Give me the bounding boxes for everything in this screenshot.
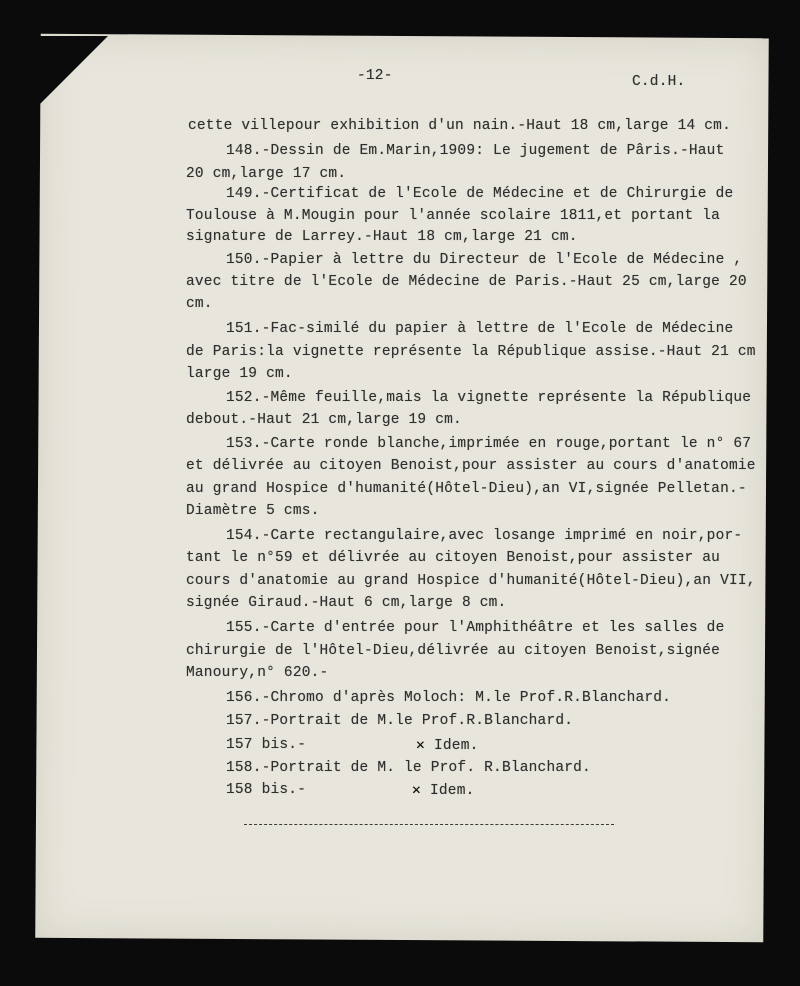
text-line: cette villepour exhibition d'un nain.-Haut 18 cm,large 14 cm. <box>188 118 731 134</box>
text-line: Toulouse à M.Mougin pour l'année scolaire 1811,et portant la <box>186 208 721 224</box>
idem-entry <box>412 782 475 799</box>
text-line: large 19 cm. <box>186 366 293 382</box>
text-line: 153.-Carte ronde blanche,imprimée en rouge,portant le n° 67 <box>226 436 752 452</box>
idem-label: Idem. <box>430 783 475 799</box>
text-line: 157 bis.- <box>226 737 307 753</box>
text-line: 148.-Dessin de Em.Marin,1909: Le jugement de Pâris.-Haut <box>226 143 725 159</box>
text-line: et délivrée au citoyen Benoist,pour assister au cours d'anatomie <box>186 458 756 474</box>
page-number: -12- <box>357 68 393 84</box>
text-line: 20 cm,large 17 cm. <box>186 166 347 182</box>
text-line: de Paris:la vignette représente la République assise.-Haut 21 cm <box>186 344 756 360</box>
idem-label: Idem. <box>434 738 479 754</box>
text-line: 154.-Carte rectangulaire,avec losange imprimé en noir,por- <box>226 528 743 544</box>
closing-dashed-rule <box>244 824 614 825</box>
text-line: chirurgie de l'Hôtel-Dieu,délivrée au citoyen Benoist,signée <box>186 643 721 659</box>
strikeout-mark: ✕ <box>416 738 425 754</box>
text-line: 156.-Chromo d'après Moloch: M.le Prof.R.Blanchard. <box>226 690 672 706</box>
text-line: 158 bis.- <box>226 782 307 798</box>
text-line: 152.-Même feuille,mais la vignette représente la République <box>226 390 752 406</box>
text-line: avec titre de l'Ecole de Médecine de Paris.-Haut 25 cm,large 20 <box>186 274 747 290</box>
text-line: 157.-Portrait de M.le Prof.R.Blanchard. <box>226 713 574 729</box>
text-line: debout.-Haut 21 cm,large 19 cm. <box>186 412 462 428</box>
folded-corner <box>38 36 108 106</box>
text-line: 149.-Certificat de l'Ecole de Médecine et de Chirurgie de <box>226 186 734 202</box>
document-reference: C.d.H. <box>632 74 686 90</box>
text-line: Diamètre 5 cms. <box>186 503 320 519</box>
text-line: 151.-Fac-similé du papier à lettre de l'Ecole de Médecine <box>226 321 734 337</box>
text-line: tant le n°59 et délivrée au citoyen Benoist,pour assister au <box>186 550 721 566</box>
text-line: au grand Hospice d'humanité(Hôtel-Dieu),an VI,signée Pelletan.- <box>186 481 747 497</box>
text-line: Manoury,n° 620.- <box>186 665 329 681</box>
text-line: signée Giraud.-Haut 6 cm,large 8 cm. <box>186 595 507 611</box>
strikeout-mark: ✕ <box>412 783 421 799</box>
text-line: 158.-Portrait de M. le Prof. R.Blanchard. <box>226 760 591 776</box>
text-line: 150.-Papier à lettre du Directeur de l'Ecole de Médecine , <box>226 252 743 268</box>
text-line: cours d'anatomie au grand Hospice d'humanité(Hôtel-Dieu),an VII, <box>186 573 756 589</box>
text-line: signature de Larrey.-Haut 18 cm,large 21 cm. <box>186 229 578 245</box>
text-line: cm. <box>186 296 213 312</box>
text-line: 155.-Carte d'entrée pour l'Amphithéâtre et les salles de <box>226 620 725 636</box>
idem-entry <box>416 737 479 754</box>
